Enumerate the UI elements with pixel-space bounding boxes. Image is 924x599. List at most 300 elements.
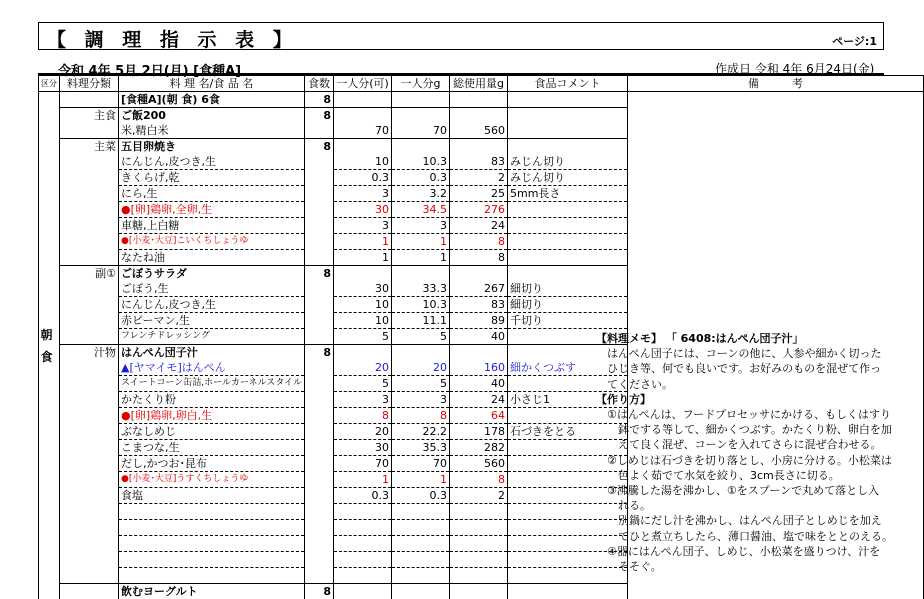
- cell-period: [39, 552, 60, 568]
- cell-b: 70: [392, 123, 450, 139]
- cell-period: [39, 202, 60, 218]
- cell-remarks: [627, 139, 923, 155]
- cell-name: 食塩: [118, 488, 304, 504]
- ingredient-row: [39, 568, 924, 584]
- cell-b: [392, 536, 450, 552]
- cell-name: だし,かつお･昆布: [118, 456, 304, 472]
- cell-b: 20: [392, 360, 450, 376]
- cell-name: にんじん,皮つき,生: [118, 154, 304, 170]
- ingredient-row: [39, 297, 924, 313]
- cell-name: [食種A](朝 食) 6食: [118, 92, 304, 108]
- cell-cat: [60, 424, 119, 440]
- cell-name: フレンチドレッシング: [118, 329, 304, 345]
- cell-cat: [60, 392, 119, 408]
- cell-a: 3: [334, 218, 392, 234]
- cell-b: 5: [392, 329, 450, 345]
- cell-a: [334, 568, 392, 584]
- cell-cat: [60, 552, 119, 568]
- memo-line: ④器にはんぺん団子、しめじ、小松菜を盛りつけ、汁を: [596, 544, 880, 559]
- column-header: 一人分g: [392, 76, 450, 92]
- column-header: 料理分類: [60, 76, 119, 92]
- cell-b: 11.1: [392, 313, 450, 329]
- cell-cat: [60, 472, 119, 488]
- cell-a: [334, 552, 392, 568]
- cell-remarks: [627, 123, 923, 139]
- cell-a: 10: [334, 297, 392, 313]
- cell-b: 33.3: [392, 281, 450, 297]
- cell-name: かたくり粉: [118, 392, 304, 408]
- cell-a: 30: [334, 202, 392, 218]
- cell-count: [305, 552, 334, 568]
- cell-cat: 主菜: [60, 139, 119, 155]
- cell-b: 0.3: [392, 170, 450, 186]
- ingredient-row: [39, 186, 924, 202]
- cell-cmt: 細切り: [507, 297, 627, 313]
- cell-cmt: 石づきをとる: [507, 424, 627, 440]
- cell-cat: 副①: [60, 266, 119, 282]
- cell-count: 8: [305, 266, 334, 282]
- cell-cmt: [507, 92, 627, 108]
- cell-count: 8: [305, 92, 334, 108]
- cell-c: 89: [450, 313, 508, 329]
- cell-name: [118, 536, 304, 552]
- cell-b: [392, 139, 450, 155]
- cell-remarks: [627, 266, 923, 282]
- cell-b: 10.3: [392, 297, 450, 313]
- cell-name: ●[卵]鶏卵,卵白,生: [118, 408, 304, 424]
- cell-c: 83: [450, 297, 508, 313]
- cell-b: 3.2: [392, 186, 450, 202]
- cell-a: [334, 345, 392, 361]
- cell-cat: 主食: [60, 108, 119, 124]
- cell-name: 車糖,上白糖: [118, 218, 304, 234]
- ingredient-row: [39, 376, 924, 392]
- cell-count: 8: [305, 139, 334, 155]
- cell-b: 1: [392, 250, 450, 266]
- cell-period: [39, 536, 60, 552]
- cell-c: 64: [450, 408, 508, 424]
- memo-line: ひじき等、何でも良いです。お好みのものを混ぜて作っ: [596, 361, 881, 376]
- cell-a: 20: [334, 360, 392, 376]
- cell-period: [39, 218, 60, 234]
- cell-b: 8: [392, 408, 450, 424]
- cell-count: [305, 472, 334, 488]
- cell-c: [450, 504, 508, 520]
- cell-cmt: [507, 108, 627, 124]
- cell-b: 10.3: [392, 154, 450, 170]
- cell-period: [39, 281, 60, 297]
- dish-row: [39, 108, 924, 124]
- cell-a: 1: [334, 234, 392, 250]
- ingredient-row: [39, 313, 924, 329]
- cell-a: [334, 108, 392, 124]
- cell-count: [305, 170, 334, 186]
- page-number: ページ:1: [832, 33, 877, 49]
- cell-remarks: [627, 568, 923, 584]
- cell-name: ごぼう,生: [118, 281, 304, 297]
- cell-cat: [60, 297, 119, 313]
- memo-line: ②しめじは石づきを切り落とし、小房に分ける。小松菜は: [596, 453, 892, 468]
- cell-c: 8: [450, 234, 508, 250]
- cell-cat: [60, 488, 119, 504]
- header-row: [39, 76, 924, 92]
- cell-a: 70: [334, 123, 392, 139]
- cell-a: [334, 520, 392, 536]
- cell-count: [305, 234, 334, 250]
- ingredient-row: [39, 154, 924, 170]
- cell-b: 22.2: [392, 424, 450, 440]
- cell-a: 10: [334, 313, 392, 329]
- cell-cat: [60, 218, 119, 234]
- cell-cat: [60, 504, 119, 520]
- cell-a: 70: [334, 456, 392, 472]
- cell-name: はんぺん団子汁: [118, 345, 304, 361]
- cell-remarks: [627, 154, 923, 170]
- cell-count: [305, 360, 334, 376]
- cell-count: [305, 408, 334, 424]
- ingredient-row: [39, 202, 924, 218]
- cell-cat: [60, 360, 119, 376]
- cell-cmt: みじん切り: [507, 170, 627, 186]
- cell-cmt: [507, 218, 627, 234]
- cell-count: [305, 440, 334, 456]
- cell-name: 米,精白米: [118, 123, 304, 139]
- cell-cmt: [507, 234, 627, 250]
- cell-cat: [60, 154, 119, 170]
- cell-name: ●[小麦･大豆]こいくちしょうゆ: [118, 234, 304, 250]
- cell-period: [39, 250, 60, 266]
- cell-count: [305, 297, 334, 313]
- cell-a: [334, 536, 392, 552]
- menu-date: 令和 4年 5月 2日(月) [食種A]: [58, 60, 241, 79]
- cell-name: 五目卵焼き: [118, 139, 304, 155]
- cell-remarks: [627, 92, 923, 108]
- cell-b: [392, 568, 450, 584]
- cell-a: 1: [334, 250, 392, 266]
- cell-count: [305, 250, 334, 266]
- cell-b: 5: [392, 376, 450, 392]
- memo-line: ③沸騰した湯を沸かし、①をスプーンで丸めて落とし入: [596, 483, 879, 498]
- cell-c: 8: [450, 472, 508, 488]
- cell-c: 24: [450, 218, 508, 234]
- cell-count: [305, 376, 334, 392]
- column-header: 一人分(可): [334, 76, 392, 92]
- cell-a: [334, 504, 392, 520]
- cell-period: [39, 266, 60, 282]
- memo-line: 鉢でする等して、細かくつぶす。かたくり粉、卵白を加: [596, 422, 892, 437]
- cell-cat: [60, 170, 119, 186]
- cell-c: 2: [450, 170, 508, 186]
- cell-a: 3: [334, 186, 392, 202]
- cell-b: [392, 552, 450, 568]
- cell-a: 5: [334, 376, 392, 392]
- cell-cmt: 細かくつぶす: [507, 360, 627, 376]
- cell-period: [39, 297, 60, 313]
- cell-name: ごぼうサラダ: [118, 266, 304, 282]
- ingredient-row: [39, 281, 924, 297]
- cell-cmt: [507, 123, 627, 139]
- cell-cat: [60, 234, 119, 250]
- cell-name: [118, 520, 304, 536]
- cell-cat: [60, 186, 119, 202]
- cell-period: [39, 392, 60, 408]
- cell-remarks: [627, 297, 923, 313]
- column-header: 料 理 名/食 品 名: [118, 76, 304, 92]
- cell-a: 10: [334, 154, 392, 170]
- cell-c: 25: [450, 186, 508, 202]
- cell-period: [39, 472, 60, 488]
- cell-name: なたね油: [118, 250, 304, 266]
- cell-remarks: [627, 281, 923, 297]
- cell-cmt: [507, 266, 627, 282]
- cell-period: [39, 456, 60, 472]
- created-date: 作成日 令和 4年 6月24日(金): [715, 60, 874, 77]
- cell-a: [334, 139, 392, 155]
- memo-line: はんぺん団子には、コーンの他に、人参や細かく切った: [596, 346, 882, 361]
- period-label-2: 食: [38, 348, 55, 365]
- cell-remarks: [627, 108, 923, 124]
- cell-b: 1: [392, 234, 450, 250]
- cell-count: 8: [305, 108, 334, 124]
- cell-name: 飲むヨーグルト: [118, 584, 304, 599]
- cell-a: 1: [334, 472, 392, 488]
- cell-period: [39, 123, 60, 139]
- cell-name: きくらげ,乾: [118, 170, 304, 186]
- cell-c: [450, 345, 508, 361]
- cell-b: 3: [392, 392, 450, 408]
- cell-period: [39, 154, 60, 170]
- ingredient-row: [39, 392, 924, 408]
- cell-name: ご飯200: [118, 108, 304, 124]
- cell-cat: [60, 202, 119, 218]
- cell-cmt: [507, 250, 627, 266]
- dish-row: [39, 92, 924, 108]
- cell-c: [450, 92, 508, 108]
- cell-b: 1: [392, 472, 450, 488]
- ingredient-row: [39, 250, 924, 266]
- cell-c: 160: [450, 360, 508, 376]
- cell-period: [39, 376, 60, 392]
- cell-count: [305, 424, 334, 440]
- cell-count: [305, 281, 334, 297]
- memo-line: てください。: [596, 377, 673, 392]
- cell-cat: 汁物: [60, 345, 119, 361]
- cell-period: [39, 488, 60, 504]
- memo-line: そそぐ。: [596, 559, 662, 574]
- cell-name: にら,生: [118, 186, 304, 202]
- cell-remarks: [627, 202, 923, 218]
- cell-remarks: [627, 313, 923, 329]
- cell-name: ●[卵]鶏卵,全卵,生: [118, 202, 304, 218]
- cell-name: 赤ピーマン,生: [118, 313, 304, 329]
- cell-remarks: [627, 250, 923, 266]
- cell-name: ぶなしめじ: [118, 424, 304, 440]
- memo-line: てひと煮立ちしたら、薄口醤油、塩で味をととのえる。: [596, 529, 893, 544]
- column-header: 食数: [305, 76, 334, 92]
- cell-count: [305, 536, 334, 552]
- cell-a: 0.3: [334, 170, 392, 186]
- cell-period: [39, 424, 60, 440]
- cell-cat: [60, 536, 119, 552]
- cell-b: [392, 504, 450, 520]
- column-header: 食品コメント: [507, 76, 627, 92]
- cell-name: ●[小麦･大豆]うすくちしょうゆ: [118, 472, 304, 488]
- column-header: 備 考: [627, 76, 923, 92]
- cell-period: [39, 108, 60, 124]
- cell-c: 83: [450, 154, 508, 170]
- cell-count: [305, 123, 334, 139]
- cell-count: [305, 202, 334, 218]
- page-title: 【 調 理 指 示 表 】: [47, 25, 298, 52]
- cell-cat: [60, 440, 119, 456]
- column-header: 区分: [39, 76, 60, 92]
- cell-name: [118, 568, 304, 584]
- memo-line: えて良く混ぜ、コーンを入れてさらに混ぜ合わせる。: [596, 437, 881, 452]
- cell-a: [334, 92, 392, 108]
- cell-cmt: 細切り: [507, 281, 627, 297]
- ingredient-row: [39, 234, 924, 250]
- dish-row: [39, 266, 924, 282]
- cell-cat: [60, 568, 119, 584]
- ingredient-row: [39, 170, 924, 186]
- cell-a: [334, 266, 392, 282]
- cell-cat: [60, 456, 119, 472]
- cell-cmt: [507, 139, 627, 155]
- cell-a: 30: [334, 440, 392, 456]
- cell-b: 35.3: [392, 440, 450, 456]
- cell-period: [39, 234, 60, 250]
- cell-cat: [60, 281, 119, 297]
- cell-count: [305, 154, 334, 170]
- cell-c: 178: [450, 424, 508, 440]
- memo-line: れる。: [596, 498, 651, 513]
- cell-c: 282: [450, 440, 508, 456]
- cell-period: [39, 504, 60, 520]
- cell-cat: [60, 313, 119, 329]
- cell-count: [305, 488, 334, 504]
- cell-period: [39, 139, 60, 155]
- cell-b: [392, 520, 450, 536]
- cell-name: スイートコーン缶詰,ホールカーネルスタイル: [118, 376, 304, 392]
- cell-a: 5: [334, 329, 392, 345]
- cell-c: 40: [450, 376, 508, 392]
- cell-c: [450, 266, 508, 282]
- cell-b: [392, 345, 450, 361]
- cell-c: [450, 139, 508, 155]
- cell-cmt: 千切り: [507, 313, 627, 329]
- cell-period: [39, 408, 60, 424]
- cell-cat: [60, 329, 119, 345]
- cell-a: 30: [334, 281, 392, 297]
- cell-cat: [60, 250, 119, 266]
- cell-cat: [60, 520, 119, 536]
- cell-cat: [60, 123, 119, 139]
- cell-a: 8: [334, 408, 392, 424]
- cell-c: 8: [450, 250, 508, 266]
- cell-a: 0.3: [334, 488, 392, 504]
- cell-c: 560: [450, 123, 508, 139]
- cell-c: 2: [450, 488, 508, 504]
- cell-cat: [60, 92, 119, 108]
- cell-cat: [60, 408, 119, 424]
- cell-period: [39, 568, 60, 584]
- memo-line: 別鍋にだし汁を沸かし、はんぺん団子としめじを加え: [596, 513, 882, 528]
- cell-b: [392, 108, 450, 124]
- cell-cat: [60, 376, 119, 392]
- cell-b: 0.3: [392, 488, 450, 504]
- cell-a: 20: [334, 424, 392, 440]
- cell-count: [305, 186, 334, 202]
- cell-b: 3: [392, 218, 450, 234]
- cell-remarks: [627, 170, 923, 186]
- cell-count: [305, 218, 334, 234]
- cell-c: 267: [450, 281, 508, 297]
- ingredient-row: [39, 123, 924, 139]
- cell-c: [450, 536, 508, 552]
- cell-cmt: 小さじ1: [507, 392, 627, 408]
- cell-count: [305, 392, 334, 408]
- cell-remarks: [627, 186, 923, 202]
- cell-b: 34.5: [392, 202, 450, 218]
- cell-name: にんじん,皮つき,生: [118, 297, 304, 313]
- cell-a: 3: [334, 392, 392, 408]
- cell-c: 24: [450, 392, 508, 408]
- memo-line: ①はんぺんは、フードプロセッサにかける、もしくはすり: [596, 407, 891, 422]
- memo-line: 色よく茹でて水気を絞り、3cm長さに切る。: [596, 468, 840, 483]
- cell-count: [305, 504, 334, 520]
- cell-name: [118, 552, 304, 568]
- cell-c: [450, 552, 508, 568]
- cell-cmt: [507, 202, 627, 218]
- cell-period: [39, 186, 60, 202]
- cell-b: [392, 92, 450, 108]
- cell-period: [39, 170, 60, 186]
- cell-count: 8: [305, 345, 334, 361]
- memo-line: 【作り方】: [596, 392, 651, 407]
- cell-b: 70: [392, 456, 450, 472]
- cell-count: [305, 456, 334, 472]
- title-box: [38, 22, 884, 50]
- cell-b: [392, 266, 450, 282]
- cell-name: こまつな,生: [118, 440, 304, 456]
- cell-period: [39, 440, 60, 456]
- dish-row: [39, 139, 924, 155]
- cell-period: [39, 520, 60, 536]
- cell-c: [450, 108, 508, 124]
- cell-cmt: みじん切り: [507, 154, 627, 170]
- cell-remarks: [627, 392, 923, 408]
- cell-c: 276: [450, 202, 508, 218]
- cell-c: 560: [450, 456, 508, 472]
- cell-name: ▲[ヤマイモ]はんぺん: [118, 360, 304, 376]
- cell-count: 8: [305, 584, 334, 599]
- ingredient-row: [39, 218, 924, 234]
- column-header: 総使用量g: [450, 76, 508, 92]
- cell-c: [450, 568, 508, 584]
- cell-c: 40: [450, 329, 508, 345]
- cell-c: [450, 520, 508, 536]
- period-label-1: 朝: [38, 326, 55, 343]
- cell-cmt: 5mm長さ: [507, 186, 627, 202]
- cell-remarks: [627, 234, 923, 250]
- memo-line: 【料理メモ】 「 6408:はんぺん団子汁」: [596, 331, 803, 346]
- cell-name: [118, 504, 304, 520]
- cell-count: [305, 520, 334, 536]
- cell-remarks: [627, 218, 923, 234]
- cell-count: [305, 313, 334, 329]
- cell-period: [39, 92, 60, 108]
- cell-count: [305, 568, 334, 584]
